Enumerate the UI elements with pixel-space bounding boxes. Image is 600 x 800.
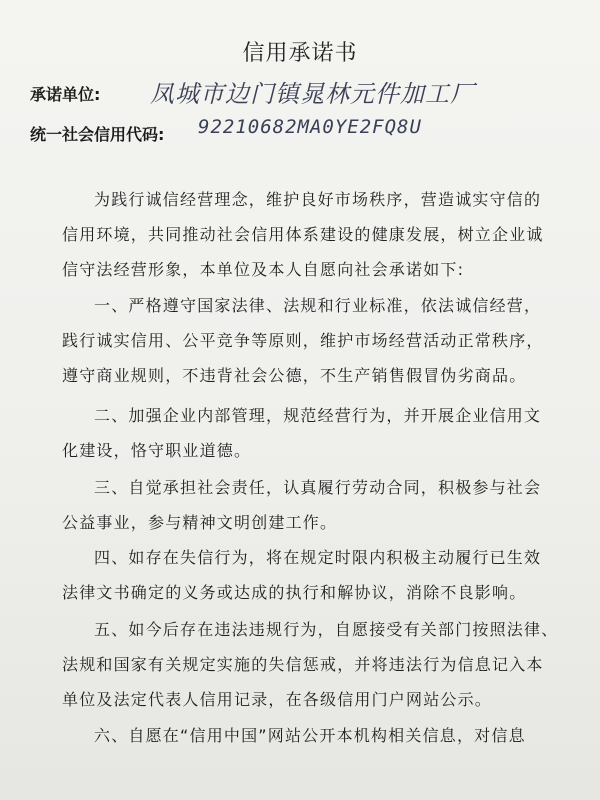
intro-paragraph	[62, 182, 544, 287]
unit-handwritten-value: 凤城市边门镇晁林元件加工厂	[150, 80, 475, 108]
clause-3-line-2: 公益事业，参与精神文明创建工作。	[62, 513, 338, 532]
clause-6-line-1: 六、自愿在“信用中国”网站公开本机构相关信息，对信息	[94, 726, 526, 745]
clause-1-line-1: 一、严格遵守国家法律、法规和行业标准，依法诚信经营，	[94, 296, 542, 315]
clause-5-line-2: 法规和国家有关规定实施的失信惩戒，并将违法行为信息记入本	[62, 655, 544, 674]
credit-code-label: 统一社会信用代码:	[30, 125, 165, 144]
intro-line-3: 信守法经营形象，本单位及本人自愿向社会承诺如下:	[62, 260, 465, 279]
intro-line-2: 信用环境，共同推动社会信用体系建设的健康发展，树立企业诚	[62, 225, 544, 244]
clause-2	[62, 398, 542, 468]
clause-3	[62, 470, 542, 540]
clause-4-line-1: 四、如存在失信行为，将在规定时限内积极主动履行已生效	[94, 548, 542, 567]
clause-2-line-1: 二、加强企业内部管理，规范经营行为，并开展企业信用文	[94, 406, 542, 425]
clause-1-line-3: 遵守商业规则，不违背社会公德，不生产销售假冒伪劣商品。	[62, 366, 527, 385]
clause-2-line-2: 化建设，恪守职业道德。	[62, 441, 252, 460]
unit-label: 承诺单位:	[30, 85, 101, 104]
clause-6	[62, 718, 526, 753]
intro-line-1: 为践行诚信经营理念，维护良好市场秩序，营造诚实守信的	[94, 190, 542, 209]
clause-3-line-1: 三、自觉承担社会责任，认真履行劳动合同，积极参与社会	[94, 478, 542, 497]
clause-5-line-1: 五、如今后存在违法违规行为，自愿接受有关部门按照法律、	[94, 620, 559, 639]
clause-5	[62, 612, 559, 717]
clause-1-line-2: 践行诚实信用、公平竞争等原则，维护市场经营活动正常秩序，	[62, 331, 544, 350]
clause-1	[62, 288, 544, 393]
credit-code-handwritten-value: 92210682MA0YE2FQ8U	[198, 116, 422, 138]
document-title: 信用承诺书	[242, 41, 358, 66]
clause-5-line-3: 单位及法定代表人信用记录，在各级信用门户网站公示。	[62, 690, 493, 709]
clause-4-line-2: 法律文书确定的义务或达成的执行和解协议，消除不良影响。	[62, 583, 527, 602]
clause-4	[62, 540, 542, 610]
